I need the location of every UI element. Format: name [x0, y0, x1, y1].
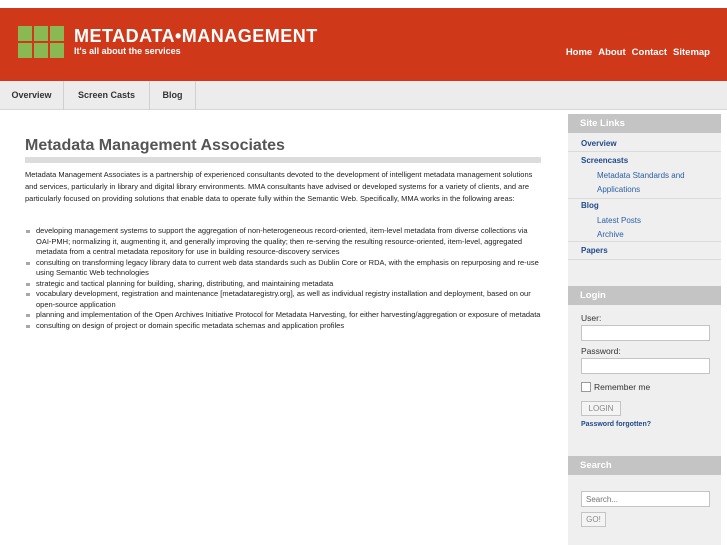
search-input[interactable] — [581, 491, 710, 507]
password-input[interactable] — [581, 358, 710, 374]
tab-bar — [0, 81, 727, 110]
bullet-icon — [26, 262, 30, 265]
list-item — [25, 258, 545, 279]
logo-icon[interactable] — [18, 26, 65, 59]
sidebar-link-papers[interactable]: Papers — [581, 246, 608, 255]
site-title[interactable]: METADATA•MANAGEMENT — [74, 26, 318, 46]
nav-contact-link[interactable]: Contact — [631, 47, 668, 58]
search-heading: Search — [568, 456, 721, 475]
top-nav — [566, 47, 710, 58]
divider — [568, 241, 721, 242]
title-divider — [25, 157, 541, 163]
password-forgotten-link[interactable]: Password forgotten? — [581, 421, 652, 428]
user-label: User: — [581, 313, 602, 323]
bullet-icon — [26, 314, 30, 317]
list-item-text: vocabulary development, registration and maintenance [metadataregistry.org], as well as individual registry installation and deployment, based on our open-source application — [36, 289, 531, 309]
remember-me-checkbox[interactable] — [581, 382, 591, 392]
sidebar — [568, 114, 721, 545]
list-item-text: consulting on design of project or domain specific metadata schemas and application profiles — [36, 320, 345, 330]
list-item-text: consulting on transforming legacy library data to current web data standards such as Dublin Core or RDA, with the emphasis on repurposing and re-use using Semantic Web technologies — [36, 257, 539, 277]
services-list — [25, 226, 545, 331]
divider — [568, 151, 721, 152]
nav-about-link[interactable]: About — [598, 47, 626, 58]
search-go-button[interactable]: GO! — [581, 512, 606, 527]
bullet-icon — [26, 293, 30, 296]
bullet-icon — [26, 230, 30, 233]
user-input[interactable] — [581, 325, 710, 341]
tab-overview[interactable]: Overview — [0, 81, 64, 110]
list-item-text: developing management systems to support the aggregation of non-heterogeneous record-oriented, item-level metadata from diverse collections via OAI-PMH; normalizing it, augmenting it, and generally improving the quality; then re-serving the resulting resource-oriented, item-level, aggregated metadata from a central metadata repository for use in building resource-discovery services — [36, 226, 528, 256]
list-item-text: strategic and tactical planning for building, sharing, distributing, and maintaining metadata — [36, 278, 334, 288]
list-item — [25, 226, 545, 258]
site-links-heading: Site Links — [568, 114, 721, 133]
site-header — [0, 0, 727, 81]
sidebar-link-latest-posts[interactable]: Latest Posts — [597, 216, 642, 225]
bullet-icon — [26, 325, 30, 328]
sidebar-link-screencasts[interactable]: Screencasts — [581, 156, 629, 165]
list-item — [25, 279, 545, 290]
divider — [568, 198, 721, 199]
page-title: Metadata Management Associates — [25, 137, 285, 154]
nav-sitemap-link[interactable]: Sitemap — [673, 47, 710, 58]
sidebar-link-overview[interactable]: Overview — [581, 139, 617, 148]
login-button[interactable]: LOGIN — [581, 401, 621, 416]
remember-me-label: Remember me — [594, 382, 651, 392]
sidebar-link-blog[interactable]: Blog — [581, 201, 599, 210]
list-item — [25, 310, 545, 321]
sidebar-link-metadata-standards[interactable]: Metadata Standards and — [597, 171, 685, 180]
site-tagline: It's all about the services — [74, 46, 181, 56]
login-heading: Login — [568, 286, 721, 305]
nav-home-link[interactable]: Home — [565, 47, 593, 58]
divider — [568, 259, 721, 260]
list-item-text: planning and implementation of the Open Archives Initiative Protocol for Metadata Harvesting, for either harvesting/aggregation or exposure of metadata — [36, 310, 541, 319]
list-item — [25, 321, 545, 332]
list-item — [25, 289, 545, 310]
password-label: Password: — [581, 346, 621, 356]
sidebar-link-metadata-standards-cont[interactable]: Applications — [597, 185, 641, 194]
bullet-icon — [26, 283, 30, 286]
intro-paragraph: Metadata Management Associates is a partnership of experienced consultants devoted to the development of intelligent metadata management solutions and services, particularly in library and digital library environments. MMA consultants have advised or developed systems for a variety of clients, and are particularly focused on providing solutions that enable data to operate fully within the Semantic Web. Specifically, MMA works in the following areas: — [25, 170, 533, 203]
tab-screen-casts[interactable]: Screen Casts — [64, 81, 150, 110]
tab-blog[interactable]: Blog — [150, 81, 196, 110]
sidebar-link-archive[interactable]: Archive — [597, 230, 624, 239]
